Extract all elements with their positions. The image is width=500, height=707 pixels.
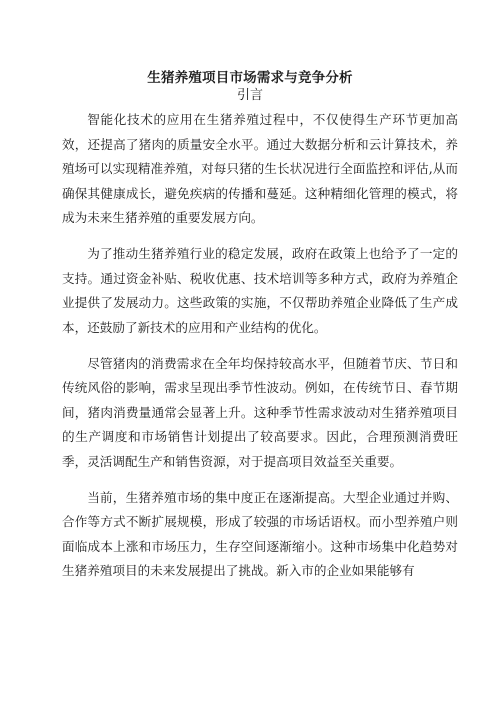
document-subtitle: 引言 xyxy=(236,88,263,103)
paragraph: 智能化技术的应用在生猪养殖过程中，不仅使得生产环节更加高效，还提高了猪肉的质量安全水平。通过大数据分析和云计算技术，养殖场可以实现精准养殖，对每只猪的生长状况进行全面监控和评估,从而确保其健康成长，避免疾病的传播和蔓延。这种精细化管理的模式，将成为未来生猪养殖的重要发展方向。 xyxy=(62,112,458,225)
document-title: 生猪养殖项目市场需求与竞争分析 xyxy=(147,70,353,86)
paragraph: 当前，生猪养殖市场的集中度正在逐渐提高。大型企业通过并购、合作等方式不断扩展规模，形成了较强的市场话语权。而小型养殖户则面临成本上涨和市场压力，生存空间逐渐缩小。这种市场集中化趋势对生猪养殖项目的未来发展提出了挑战。新入市的企业如果能够有 xyxy=(62,489,458,578)
paragraph: 尽管猪肉的消费需求在全年均保持较高水平，但随着节庆、节日和传统风俗的影响，需求呈现出季节性波动。例如，在传统节日、春节期间，猪肉消费量通常会显著上升。这种季节性需求波动对生猪养殖项目的生产调度和市场销售计划提出了较高要求。因此，合理预测消费旺季，灵活调配生产和销售资源，对于提高项目效益至关重要。 xyxy=(62,355,458,469)
document-body xyxy=(62,108,458,584)
paragraph: 为了推动生猪养殖行业的稳定发展，政府在政策上也给予了一定的支持。通过资金补贴、税收优惠、技术培训等多种方式，政府为养殖企业提供了发展动力。这些政策的实施，不仅帮助养殖企业降低了生产成本，还鼓励了新技术的应用和产业结构的优化。 xyxy=(62,246,458,335)
